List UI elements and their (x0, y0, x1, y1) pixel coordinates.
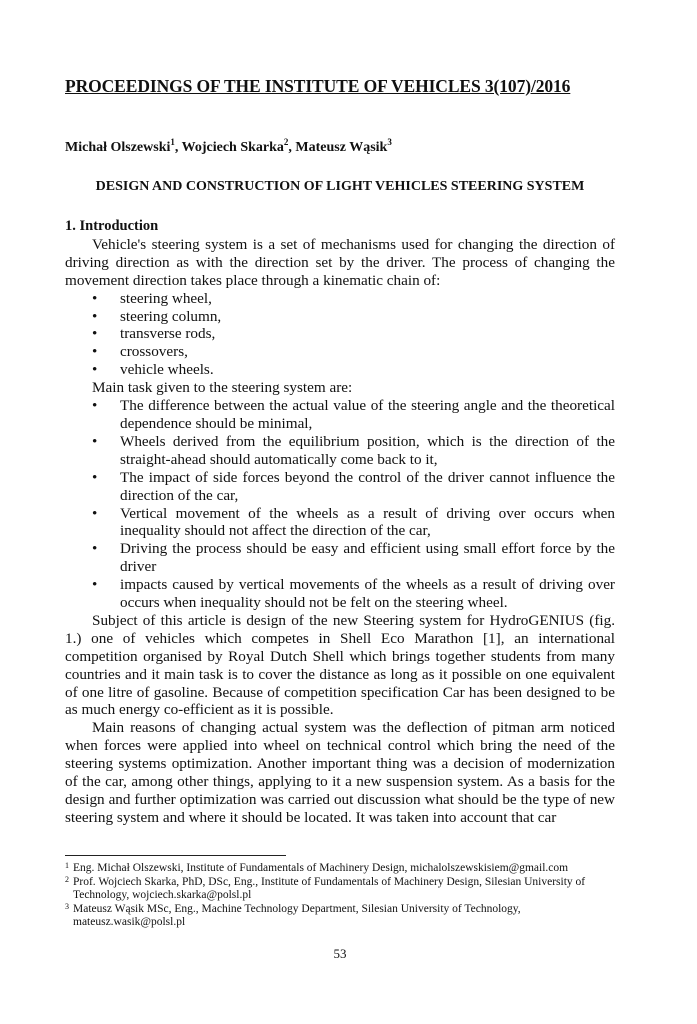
footnote-divider (65, 855, 286, 856)
list-item: • crossovers, (92, 343, 188, 361)
author-affiliation-mark: 1 (170, 137, 175, 147)
bullet-icon: • (92, 343, 98, 361)
kinematic-chain-list (65, 290, 615, 380)
footnote-mark: 2 (65, 874, 69, 884)
steering-tasks-list (65, 397, 615, 612)
bullet-icon: • (92, 397, 98, 415)
bullet-icon: • (92, 325, 98, 343)
list-item: • The impact of side forces beyond the control of the driver cannot influence the direction of the car, (92, 468, 615, 504)
bullet-icon: • (92, 504, 98, 522)
author-affiliation-mark: 3 (387, 137, 392, 147)
footnote: 3 Mateusz Wąsik MSc, Eng., Machine Technology Department, Silesian University of Technology, mateusz.wasik@polsl.pl (65, 901, 521, 929)
tasks-intro: Main task given to the steering system are: (92, 379, 353, 397)
paragraph: Main reasons of changing actual system was the deflection of pitman arm noticed when forces were applied into wheel on technical control which bring the need of the steering systems optimization. Another important thing was a decision of modernization of the car, among other things, applying to it a new suspension system. As a basis for the design and further optimization was carried out discussion what should be the type of new steering system and where it should be located. It was taken into account that car (65, 719, 615, 826)
list-item: • The difference between the actual value of the steering angle and the theoretical dependence should be minimal, (92, 397, 615, 432)
author-line: Michał Olszewski$^1$, Wojciech Skarka$^2$, Mateusz Wąsik$^3$ (65, 137, 392, 155)
bullet-icon: • (92, 576, 98, 594)
list-item: • transverse rods, (92, 325, 216, 343)
list-item: • Wheels derived from the equilibrium position, which is the direction of the straight-ahead should automatically come back to it, (92, 432, 615, 468)
author-affiliation-mark: 2 (283, 137, 289, 147)
list-item: • vehicle wheels. (92, 361, 214, 379)
footnote-mark: 1 (65, 861, 69, 870)
bullet-icon: • (92, 468, 98, 486)
footnotes (65, 862, 615, 930)
bullet-icon: • (92, 432, 98, 450)
author-name: Mateusz Wąsik (295, 140, 388, 155)
footnote: 2 Prof. Wojciech Skarka, PhD, DSc, Eng., Institute of Fundamentals of Machinery Design, Silesian University of Technology, wojciech.skarka@polsl.pl (65, 874, 586, 902)
paper-body (65, 218, 615, 827)
journal-header: PROCEEDINGS OF THE INSTITUTE OF VEHICLES 3(107)/2016 (65, 76, 571, 96)
author-name: Wojciech Skarka (181, 140, 284, 155)
list-item: • impacts caused by vertical movements of the wheels as a result of driving over occurs when inequality should not be felt on the steering wheel. (92, 576, 615, 612)
footnote-mark: 3 (65, 901, 69, 911)
author-name: Michał Olszewski (65, 140, 171, 155)
bullet-icon: • (92, 289, 98, 307)
bullet-icon: • (92, 361, 98, 379)
bullet-icon: • (92, 540, 98, 558)
page-number: 53 (333, 946, 347, 961)
paper-title: DESIGN AND CONSTRUCTION OF LIGHT VEHICLES STEERING SYSTEM (95, 179, 585, 194)
paragraph: Subject of this article is design of the new Steering system for HydroGENIUS (fig. 1.) one of vehicles which competes in Shell Eco Marathon [1], an international competition organised by Royal Dutch Shell which brings together students from many countries and it main task is to cover the distance as long as it possible on one equivalent of one litre of gasoline. Because of competition specification Car has been designed to be as much energy co-efficient as it is possible. (65, 611, 615, 719)
list-item: • steering column, (92, 307, 222, 325)
list-item: • Vertical movement of the wheels as a result of driving over occurs when inequality should not affect the direction of the car, (92, 504, 615, 540)
bullet-icon: • (92, 307, 98, 325)
list-item: • steering wheel, (92, 289, 212, 307)
footnote: 1 Eng. Michał Olszewski, Institute of Fundamentals of Machinery Design, michalolszewskisiem@gmail.com (65, 861, 569, 874)
list-item: • Driving the process should be easy and efficient using small effort force by the driver (92, 540, 615, 576)
intro-paragraph: Vehicle's steering system is a set of mechanisms used for changing the direction of driving direction as with the direction set by the driver. The process of changing the movement direction takes place through a kinematic chain of: (65, 235, 615, 289)
section-heading: 1. Introduction (65, 218, 159, 234)
